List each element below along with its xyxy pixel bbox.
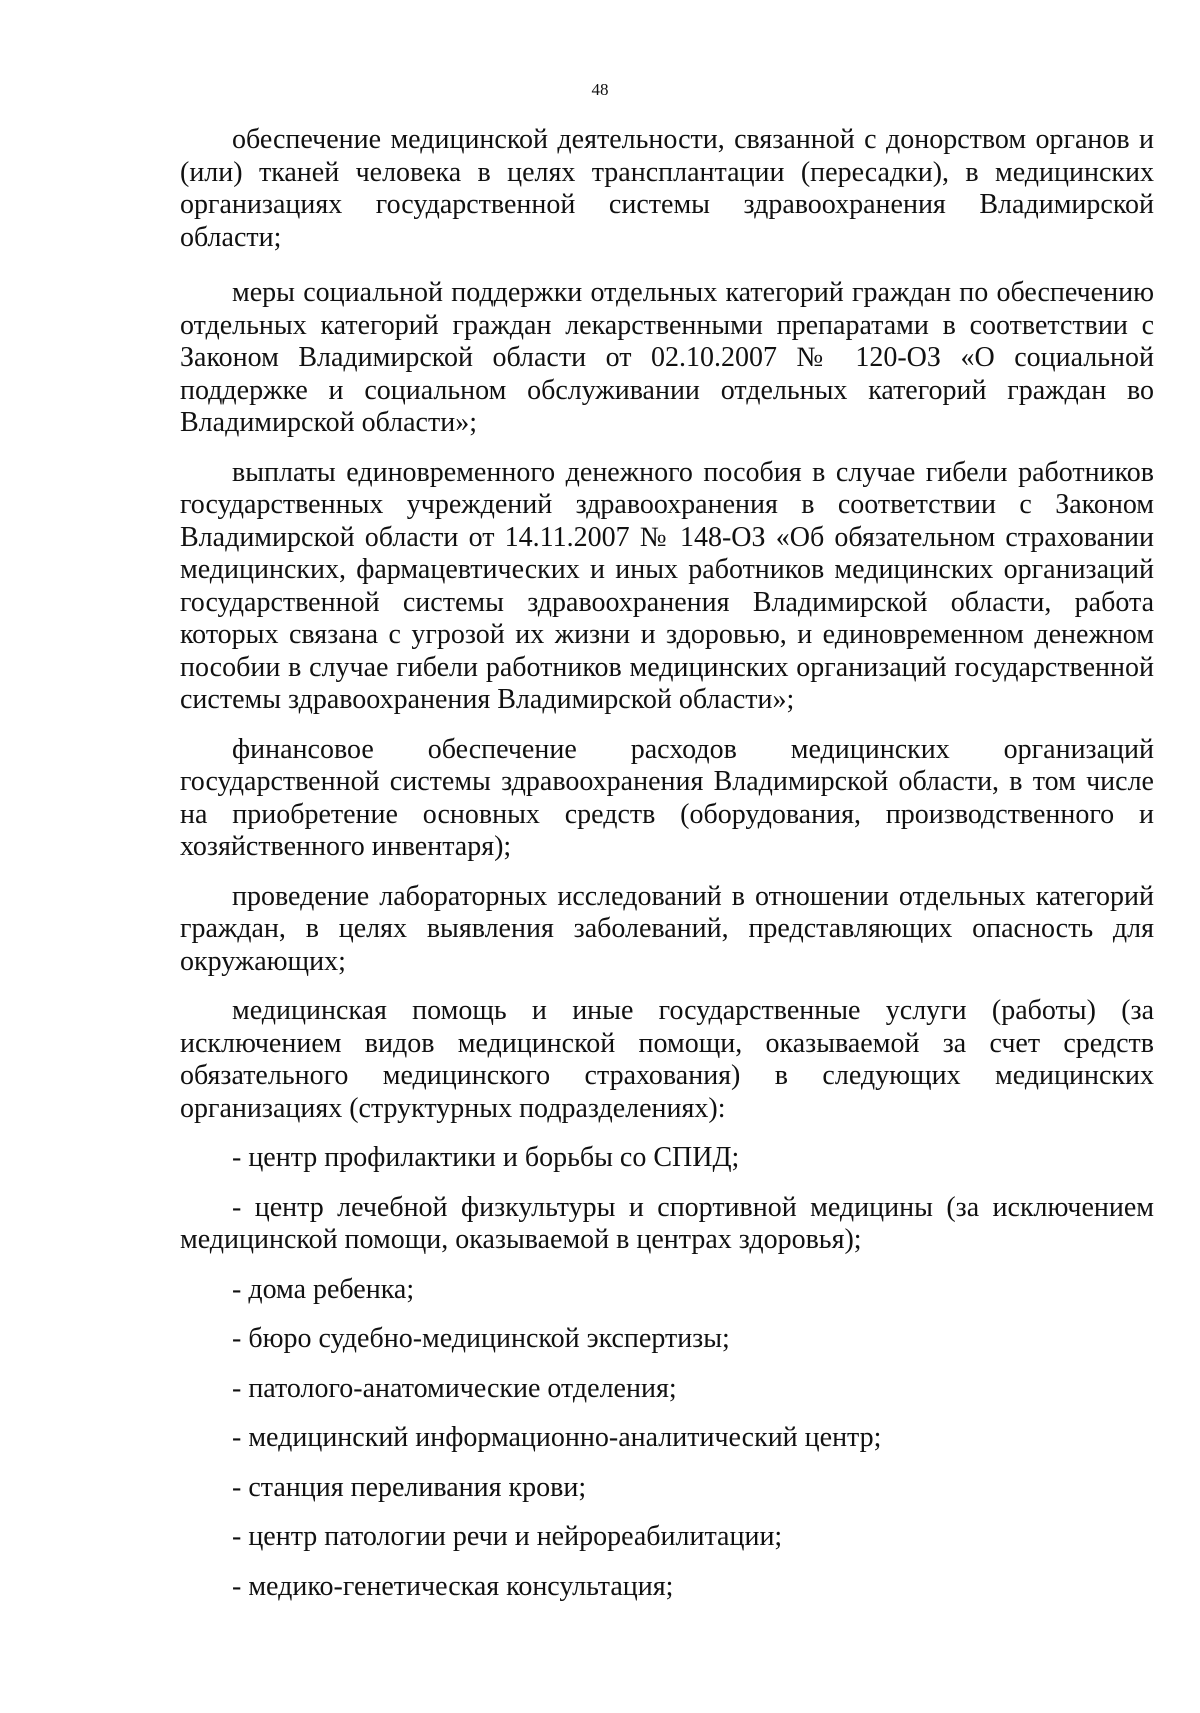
paragraph-social-support: меры социальной поддержки отдельных категорий граждан по обеспечению отдельных категорий граждан лекарственными препаратами в соответствии с Законом Владимирской области от 02.10.2007 № 120-ОЗ «О социальной поддержке и социальном обслуживании отдельных категорий граждан во Владимирской области»; bbox=[180, 277, 1154, 438]
list-item-children-homes: - дома ребенка; bbox=[232, 1273, 415, 1305]
list-item-blood-station: - станция переливания крови; bbox=[232, 1471, 587, 1503]
page-number: 48 bbox=[591, 80, 609, 99]
list-item-aids-center: - центр профилактики и борьбы со СПИД; bbox=[232, 1142, 740, 1173]
list-item-genetic-consultation: - медико-генетическая консультация; bbox=[232, 1570, 674, 1602]
paragraph-allowance-payments: выплаты единовременного денежного пособия в случае гибели работников государственных учреждений здравоохранения в соответствии с Законом Владимирской области от 14.11.2007 № 148-ОЗ «Об обязательном страховании медицинских, фармацевтических и иных работников медицинских организаций государственной системы здравоохранения Владимирской области, работа которых связана с угрозой их жизни и здоровью, и единовременном денежном пособии в случае гибели работников медицинских организаций государственной системы здравоохранения Владимирской области»; bbox=[180, 456, 1154, 715]
list-item-forensic-bureau: - бюро судебно-медицинской экспертизы; bbox=[232, 1323, 730, 1354]
document-body bbox=[180, 124, 1154, 1620]
list-item-pathology-departments: - патолого-анатомические отделения; bbox=[232, 1372, 677, 1404]
list-item-info-analytic-center: - медицинский информационно-аналитический центр; bbox=[232, 1422, 882, 1453]
paragraph-lab-research: проведение лабораторных исследований в отношении отдельных категорий граждан, в целях выявления заболеваний, представляющих опасность для окружающих; bbox=[180, 880, 1154, 977]
paragraph-medical-care: медицинская помощь и иные государственные услуги (работы) (за исключением видов медицинской помощи, оказываемой за счет средств обязательного медицинского страхования) в следующих медицинских организациях (структурных подразделениях): bbox=[180, 995, 1154, 1124]
paragraph-financial-support: финансовое обеспечение расходов медицинских организаций государственной системы здравоохранения Владимирской области, в том числе на приобретение основных средств (оборудования, производственного и хозяйственного инвентаря); bbox=[180, 733, 1154, 862]
list-item-speech-center: - центр патологии речи и нейрореабилитации; bbox=[232, 1521, 783, 1552]
list-item-physiotherapy-center: - центр лечебной физкультуры и спортивной медицины (за исключением медицинской помощи, оказываемой в центрах здоровья); bbox=[180, 1191, 1154, 1255]
paragraph-donation: обеспечение медицинской деятельности, связанной с донорством органов и (или) тканей человека в целях трансплантации (пересадки), в медицинских организациях государственной системы здравоохранения Владимирской области; bbox=[180, 124, 1154, 253]
